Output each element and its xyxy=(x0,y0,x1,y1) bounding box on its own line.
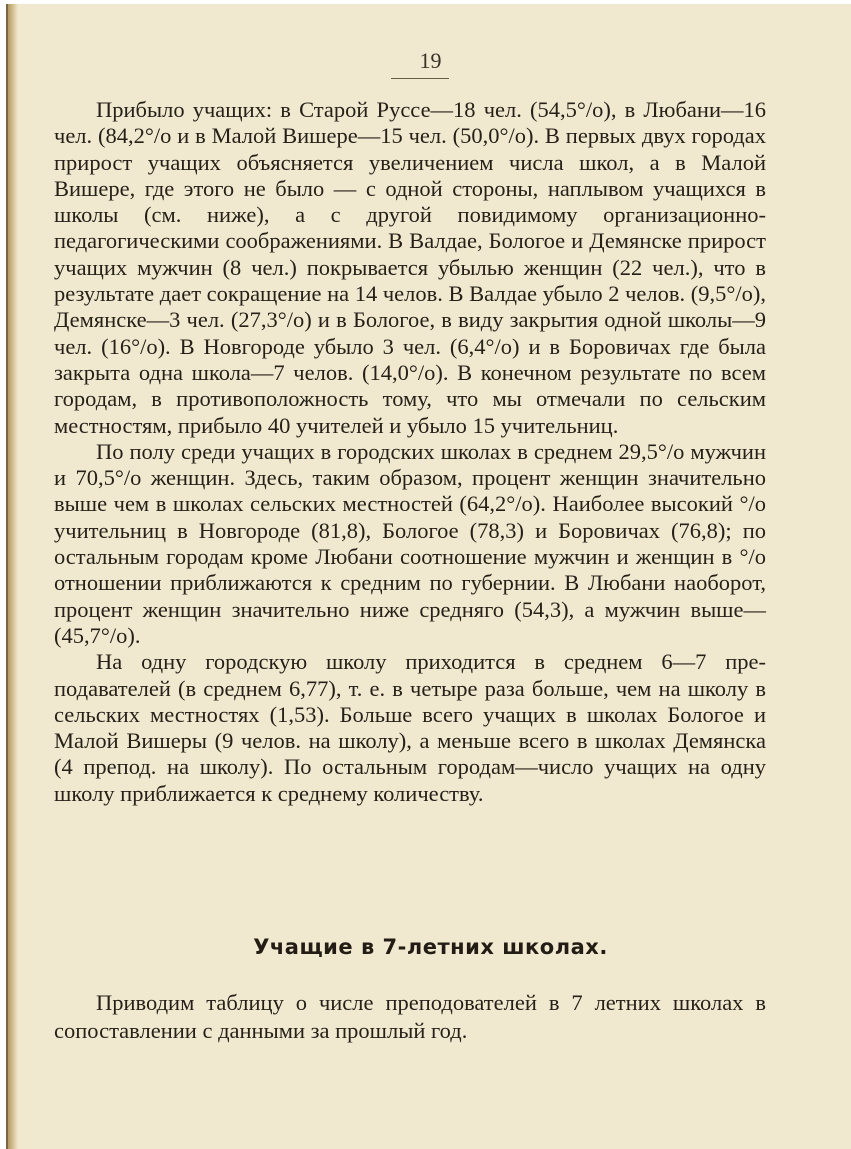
section-text xyxy=(54,989,766,1045)
page-number: 19 xyxy=(419,48,442,73)
body-text xyxy=(54,97,766,807)
paragraph-teachers-per-school: На одну городскую школу приходится в среднем 6—7 преподавателей (в среднем 6,77), т. е. в четыре раза больше, чем на школу в сельских местностях (1,53). Больше всего учащих в школах Бологое и Малой Вишеры (9 челов. на школу), а меньше всего в школах Демянска (4 препод. на школу). По остальным городам—число учащих на одну школу приближается к среднему количеству. xyxy=(54,649,766,806)
book-page xyxy=(6,4,851,1149)
page-number-rule xyxy=(391,78,449,79)
paragraph-gender-ratio: По полу среди учащих в городских школах в среднем 29,5°/о мужчин и 70,5°/о женщин. Здесь, таким образом, процент женщин значительно выше чем в школах сельских местностей (64,2°/о). Наиболее высокий °/о учительниц в Новгороде (81,8), Бологое (78,3) и Боровичах (76,8); по остальным городам кроме Любани соотношение мужчин и женщин в °/о отношении приближаются к средним по губернии. В Любани наоборот, процент женщин значительно ниже средняго (54,3), а мужчин выше—(45,7°/о). xyxy=(54,438,766,648)
page-spine-shadow xyxy=(8,4,18,1149)
paragraph-teacher-arrivals: Прибыло учащих: в Старой Руссе—18 чел. (54,5°/о), в Любани—16 чел. (84,2°/о и в Малой Вишере—15 чел. (50,0°/о). В первых двух городах прирост учащих объясняется увеличением числа школ, а в Малой Вишере, где этого не было — с одной стороны, наплывом учащихся в школы (см. ниже), а с другой повидимому организационно-педагогическими соображениями. В Валдае, Бологое и Демянске прирост учащих мужчин (8 чел.) покрывается убылью женщин (22 чел.), что в результате дает сокращение на 14 челов. В Валдае убыло 2 челов. (9,5°/о), Демянске—3 чел. (27,3°/о) и в Бологое, в виду закрытия одной школы—9 чел. (16°/о). В Новгороде убыло 3 чел. (6,4°/о) и в Боровичах где была закрыта одна школа—7 челов. (14,0°/о). В конечном результате по всем городам, в противоположность тому, что мы отмечали по сельским местностям, прибыло 40 учителей и убыло 15 учительниц. xyxy=(54,97,766,438)
paragraph-table-intro: Приводим таблицу о числе преподователей в 7 летних школах в сопоставлении с данными за прошлый год. xyxy=(54,990,766,1043)
section-heading: Учащие в 7-летних школах. xyxy=(253,935,608,959)
